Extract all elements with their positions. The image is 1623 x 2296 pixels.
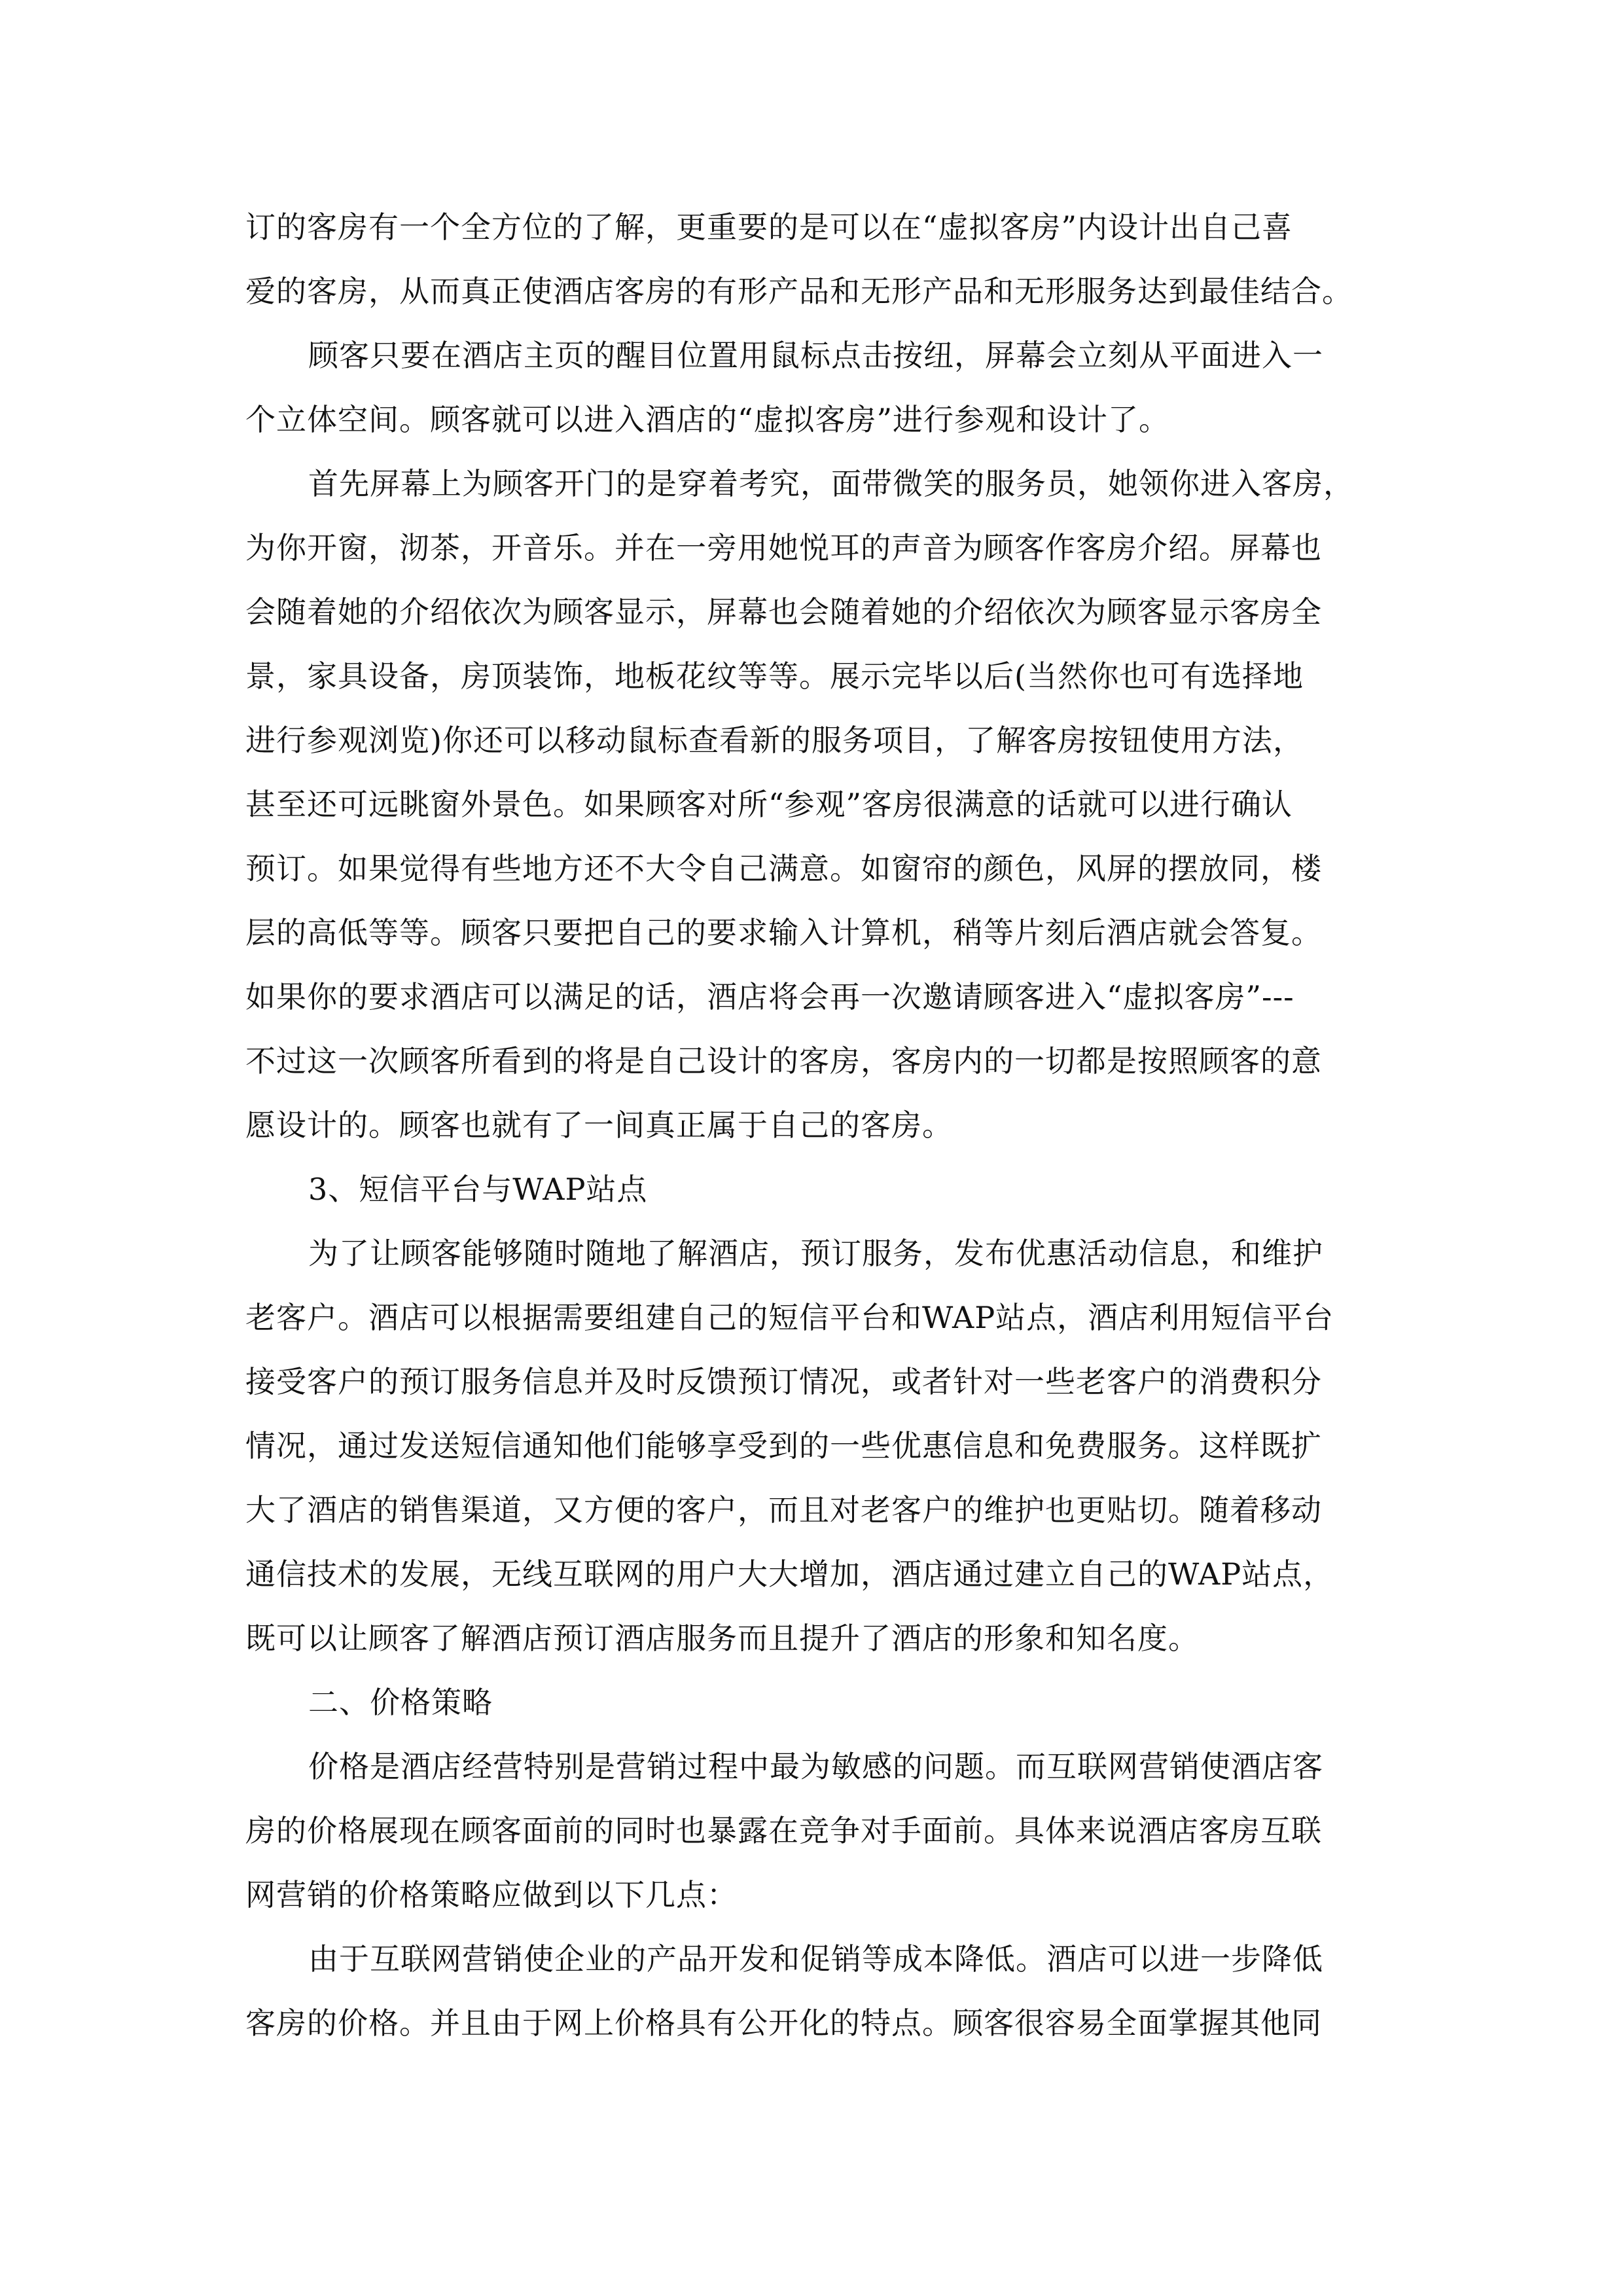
text-line: 情况，通过发送短信通知他们能够享受到的一些优惠信息和免费服务。这样既扩 bbox=[245, 1428, 1322, 1463]
text-line: 爱的客房，从而真正使酒店客房的有形产品和无形产品和无形服务达到最佳结合。 bbox=[245, 274, 1353, 309]
text-line: 由于互联网营销使企业的产品开发和促销等成本降低。酒店可以进一步降低 bbox=[308, 1941, 1323, 1977]
body-text bbox=[245, 195, 1436, 2055]
text-line: 二、价格策略 bbox=[308, 1685, 493, 1720]
text-line: 首先屏幕上为顾客开门的是穿着考究，面带微笑的服务员，她领你进入客房， bbox=[308, 466, 1354, 501]
text-line: 老客户。酒店可以根据需要组建自己的短信平台和WAP站点，酒店利用短信平台 bbox=[245, 1300, 1334, 1335]
text-line: 愿设计的。顾客也就有了一间真正属于自己的客房。 bbox=[245, 1107, 953, 1143]
text-line: 进行参观浏览)你还可以移动鼠标查看新的服务项目，了解客房按钮使用方法， bbox=[245, 723, 1304, 758]
text-line: 预订。如果觉得有些地方还不大令自己满意。如窗帘的颜色，风屏的摆放同，楼 bbox=[245, 851, 1322, 886]
text-line: 甚至还可远眺窗外景色。如果顾客对所“参观”客房很满意的话就可以进行确认 bbox=[245, 787, 1293, 822]
text-line: 客房的价格。并且由于网上价格具有公开化的特点。顾客很容易全面掌握其他同 bbox=[245, 2005, 1322, 2041]
text-line: 如果你的要求酒店可以满足的话，酒店将会再一次邀请顾客进入“虚拟客房”--- bbox=[245, 979, 1294, 1014]
text-line: 接受客户的预订服务信息并及时反馈预订情况，或者针对一些老客户的消费积分 bbox=[245, 1364, 1322, 1399]
text-line: 价格是酒店经营特别是营销过程中最为敏感的问题。而互联网营销使酒店客 bbox=[308, 1749, 1323, 1784]
text-line: 大了酒店的销售渠道，又方便的客户，而且对老客户的维护也更贴切。随着移动 bbox=[245, 1492, 1322, 1528]
text-line: 为你开窗，沏茶，开音乐。并在一旁用她悦耳的声音为顾客作客房介绍。屏幕也 bbox=[245, 530, 1322, 565]
text-line: 通信技术的发展，无线互联网的用户大大增加，酒店通过建立自己的WAP站点， bbox=[245, 1556, 1334, 1592]
text-line: 订的客房有一个全方位的了解，更重要的是可以在“虚拟客房”内设计出自己喜 bbox=[245, 209, 1293, 245]
text-line: 网营销的价格策略应做到以下几点： bbox=[245, 1877, 738, 1912]
text-line: 顾客只要在酒店主页的醒目位置用鼠标点击按纽，屏幕会立刻从平面进入一 bbox=[308, 338, 1323, 373]
text-line: 房的价格展现在顾客面前的同时也暴露在竞争对手面前。具体来说酒店客房互联 bbox=[245, 1813, 1322, 1848]
text-line: 为了让顾客能够随时随地了解酒店，预订服务，发布优惠活动信息，和维护 bbox=[308, 1236, 1323, 1271]
text-line: 层的高低等等。顾客只要把自己的要求输入计算机，稍等片刻后酒店就会答复。 bbox=[245, 915, 1322, 950]
text-line: 既可以让顾客了解酒店预订酒店服务而且提升了酒店的形象和知名度。 bbox=[245, 1621, 1199, 1656]
text-line: 不过这一次顾客所看到的将是自己设计的客房，客房内的一切都是按照顾客的意 bbox=[245, 1043, 1322, 1079]
text-line: 个立体空间。顾客就可以进入酒店的“虚拟客房”进行参观和设计了。 bbox=[245, 402, 1170, 437]
text-line: 景，家具设备，房顶装饰，地板花纹等等。展示完毕以后(当然你也可有选择地 bbox=[245, 658, 1304, 694]
text-line: 3、短信平台与WAP站点 bbox=[308, 1172, 648, 1207]
text-line: 会随着她的介绍依次为顾客显示，屏幕也会随着她的介绍依次为顾客显示客房全 bbox=[245, 594, 1322, 630]
